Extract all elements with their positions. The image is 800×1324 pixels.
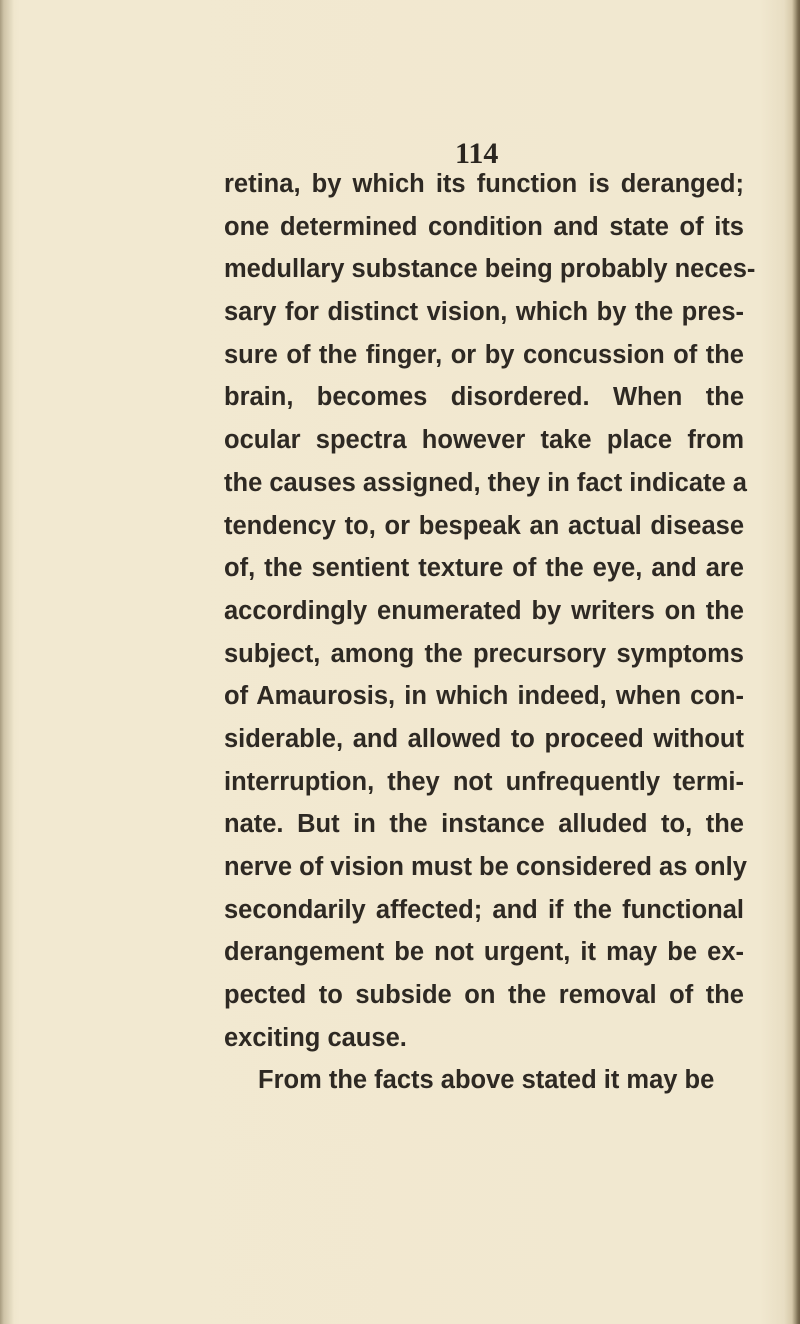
- text-line: derangement be not urgent, it may be ex-: [224, 938, 744, 967]
- text-line: exciting cause.: [224, 1023, 407, 1052]
- text-line: of Amaurosis, in which indeed, when con-: [224, 682, 744, 711]
- page-number: 114: [455, 137, 499, 170]
- text-line: of, the sentient texture of the eye, and are: [224, 554, 744, 583]
- body-text: [224, 163, 756, 1102]
- text-line: ocular spectra however take place from: [224, 426, 744, 455]
- page-gutter-shadow: [0, 0, 14, 1324]
- text-line: secondarily affected; and if the functional: [224, 895, 744, 924]
- text-line: one determined condition and state of its: [224, 212, 744, 241]
- text-line: brain, becomes disordered. When the: [224, 383, 744, 412]
- text-line: nerve of vision must be considered as only: [224, 853, 747, 881]
- text-line: interruption, they not unfrequently termi-: [224, 767, 744, 796]
- page-edge-shadow: [792, 0, 800, 1324]
- text-line: sure of the finger, or by concussion of the: [224, 340, 744, 369]
- text-line: medullary substance being probably neces-: [224, 255, 756, 284]
- text-line: accordingly enumerated by writers on the: [224, 596, 744, 625]
- paragraph-start-line: From the facts above stated it may be: [258, 1066, 715, 1095]
- text-line: retina, by which its function is deranged;: [224, 170, 744, 198]
- text-line: siderable, and allowed to proceed without: [224, 724, 744, 753]
- text-line: subject, among the precursory symptoms: [224, 639, 744, 668]
- text-line: pected to subside on the removal of the: [224, 981, 744, 1010]
- text-line: sary for distinct vision, which by the pres-: [224, 298, 744, 327]
- text-line: the causes assigned, they in fact indicate a: [224, 468, 747, 497]
- text-line: tendency to, or bespeak an actual disease: [224, 511, 744, 540]
- text-line: nate. But in the instance alluded to, the: [224, 810, 744, 839]
